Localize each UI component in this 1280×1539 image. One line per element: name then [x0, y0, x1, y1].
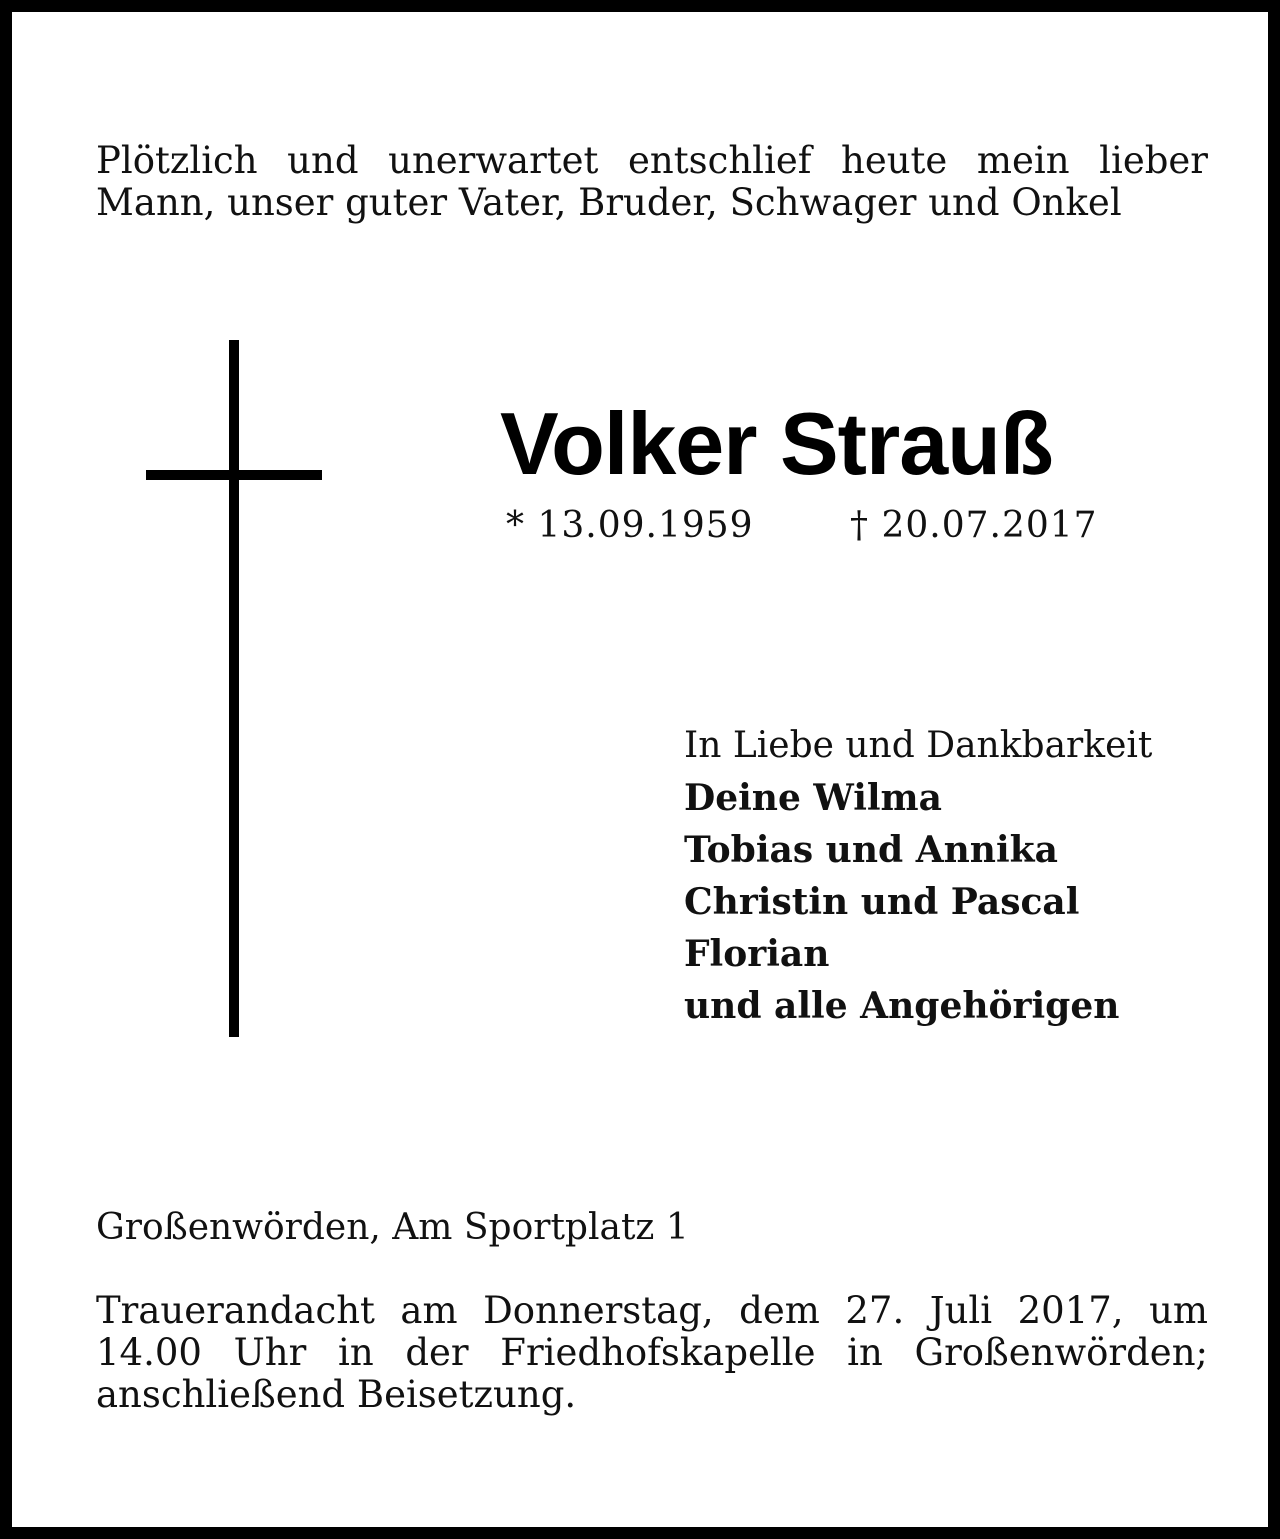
service-line-1: Trauerandacht am Donnerstag, dem 27. Juli 2017, um	[96, 1289, 1208, 1332]
service-line-3: anschließend Beisetzung.	[96, 1373, 577, 1416]
intro-text	[96, 140, 1208, 224]
service-info	[96, 1290, 1208, 1416]
family-member: Christin und Pascal	[684, 881, 1080, 923]
family-member: Deine Wilma	[684, 777, 942, 819]
family-member: Tobias und Annika	[684, 829, 1058, 871]
intro-line-2: Mann, unser guter Vater, Bruder, Schwager und Onkel	[96, 181, 1122, 224]
family-member: und alle Angehörigen	[684, 985, 1120, 1027]
cross-icon-horizontal-bar	[146, 470, 322, 480]
family-heading: In Liebe und Dankbarkeit	[684, 725, 1153, 766]
intro-line-1: Plötzlich und unerwartet entschlief heute mein lieber	[96, 139, 1208, 182]
service-line-2: 14.00 Uhr in der Friedhofskapelle in Großenwörden;	[96, 1331, 1208, 1374]
deceased-name: Volker Strauß	[500, 394, 1053, 493]
birth-date: * 13.09.1959	[506, 505, 754, 546]
death-date: † 20.07.2017	[850, 505, 1098, 546]
family-signature	[684, 720, 1152, 1032]
cross-icon-vertical-bar	[229, 340, 239, 1037]
address: Großenwörden, Am Sportplatz 1	[96, 1207, 689, 1248]
family-member: Florian	[684, 933, 830, 975]
